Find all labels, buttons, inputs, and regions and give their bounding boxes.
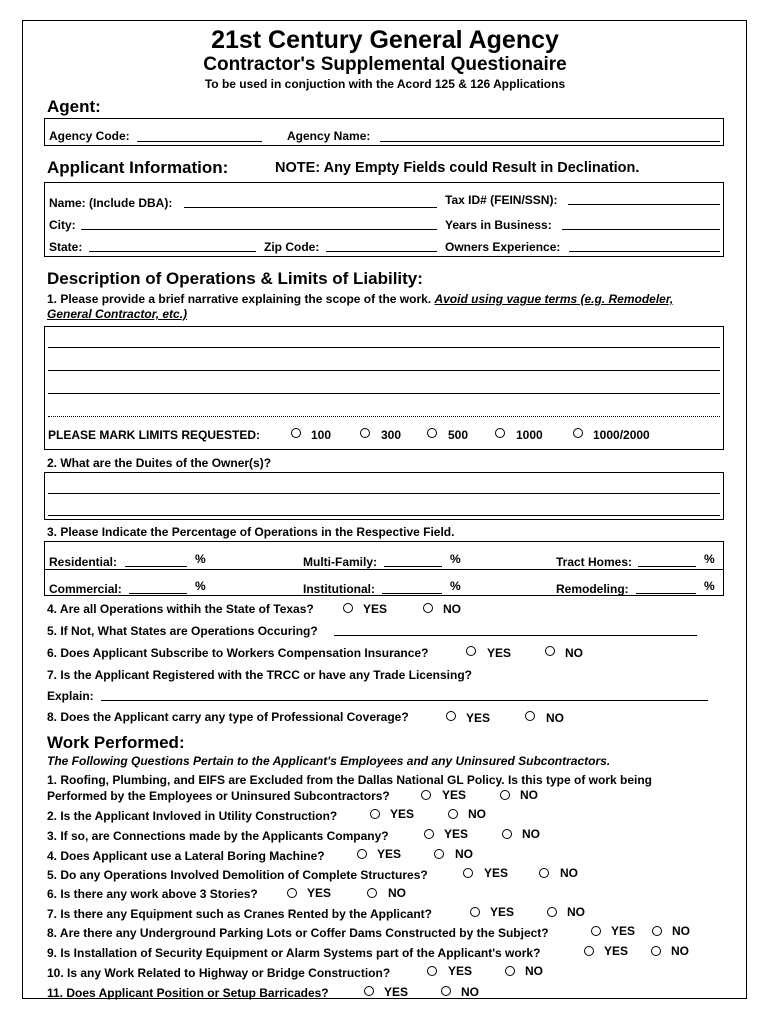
agency-code-label: Agency Code: bbox=[49, 129, 130, 143]
limit-1000-2000-label: 1000/2000 bbox=[593, 428, 650, 442]
tax-id-label: Tax ID# (FEIN/SSN): bbox=[445, 193, 558, 207]
tract-homes-label: Tract Homes: bbox=[556, 555, 633, 569]
w10-no-label: NO bbox=[525, 964, 543, 978]
w11-no-label: NO bbox=[461, 985, 479, 999]
w6-yes-label: YES bbox=[307, 886, 332, 900]
q6-yes-radio[interactable] bbox=[466, 646, 476, 656]
owners-experience-label: Owners Experience: bbox=[445, 240, 561, 254]
remodeling-input[interactable] bbox=[636, 582, 696, 594]
narrative-line[interactable] bbox=[48, 347, 720, 348]
operations-q8: 8. Does the Applicant carry any type of Professional Coverage? bbox=[47, 710, 409, 724]
work-q8: 8. Are there any Underground Parking Lots or Coffer Dams Constructed by the Subject? bbox=[47, 926, 549, 940]
w7-yes-radio[interactable] bbox=[470, 907, 480, 917]
w1-no-radio[interactable] bbox=[500, 790, 510, 800]
work-q10: 10. Is any Work Related to Highway or Bridge Construction? bbox=[47, 966, 391, 980]
limits-label: PLEASE MARK LIMITS REQUESTED: bbox=[48, 428, 261, 442]
w11-no-radio[interactable] bbox=[441, 986, 451, 996]
q8-no-radio[interactable] bbox=[525, 711, 535, 721]
commercial-input[interactable] bbox=[129, 582, 187, 594]
w11-yes-radio[interactable] bbox=[364, 986, 374, 996]
narrative-line[interactable] bbox=[48, 416, 720, 417]
q8-yes-label: YES bbox=[466, 711, 491, 725]
w1-no-label: NO bbox=[520, 788, 538, 802]
w10-yes-label: YES bbox=[448, 964, 473, 978]
w3-no-radio[interactable] bbox=[502, 829, 512, 839]
operations-q1-emphasis: Avoid using vague terms (e.g. Remodeler, bbox=[434, 292, 674, 306]
agency-name-input[interactable] bbox=[380, 130, 720, 142]
w1-yes-radio[interactable] bbox=[421, 790, 431, 800]
remodeling-label: Remodeling: bbox=[556, 582, 629, 596]
work-heading: Work Performed: bbox=[47, 733, 185, 752]
remodeling-pct: % bbox=[704, 579, 715, 593]
w2-no-label: NO bbox=[468, 807, 486, 821]
operations-q1-emphasis-cont: General Contractor, etc.) bbox=[47, 307, 188, 321]
w8-yes-label: YES bbox=[611, 924, 636, 938]
explain-label: Explain: bbox=[47, 689, 94, 703]
agent-heading: Agent: bbox=[47, 97, 101, 116]
institutional-input[interactable] bbox=[382, 582, 442, 594]
w9-yes-label: YES bbox=[604, 944, 629, 958]
limit-500-radio[interactable] bbox=[427, 428, 437, 438]
w4-yes-radio[interactable] bbox=[357, 849, 367, 859]
form-subtitle: Contractor's Supplemental Questionaire bbox=[203, 54, 567, 75]
city-label: City: bbox=[49, 218, 76, 232]
w9-no-radio[interactable] bbox=[651, 946, 661, 956]
commercial-label: Commercial: bbox=[49, 582, 122, 596]
applicant-heading: Applicant Information: bbox=[47, 158, 229, 177]
w10-no-radio[interactable] bbox=[505, 966, 515, 976]
w7-no-radio[interactable] bbox=[547, 907, 557, 917]
tax-id-input[interactable] bbox=[568, 193, 720, 205]
w6-no-radio[interactable] bbox=[367, 888, 377, 898]
limit-300-label: 300 bbox=[381, 428, 402, 442]
owner-duties-box bbox=[44, 472, 724, 520]
work-q9: 9. Is Installation of Security Equipment or Alarm Systems part of the Applicant's work? bbox=[47, 946, 541, 960]
w7-no-label: NO bbox=[567, 905, 585, 919]
institutional-pct: % bbox=[450, 579, 461, 593]
percentage-divider bbox=[44, 569, 724, 570]
limit-1000-radio[interactable] bbox=[495, 428, 505, 438]
operations-heading: Description of Operations & Limits of Liability: bbox=[47, 269, 423, 288]
w9-no-label: NO bbox=[671, 944, 689, 958]
name-input[interactable] bbox=[184, 196, 437, 208]
q4-yes-label: YES bbox=[363, 602, 388, 616]
other-states-input[interactable] bbox=[334, 624, 697, 636]
w2-yes-label: YES bbox=[390, 807, 415, 821]
multi-family-label: Multi-Family: bbox=[303, 555, 377, 569]
institutional-label: Institutional: bbox=[303, 582, 375, 596]
w6-no-label: NO bbox=[388, 886, 406, 900]
operations-q6: 6. Does Applicant Subscribe to Workers Compensation Insurance? bbox=[47, 646, 429, 660]
residential-input[interactable] bbox=[125, 555, 187, 567]
form-title: 21st Century General Agency bbox=[211, 26, 559, 54]
name-label: Name: (Include DBA): bbox=[49, 196, 173, 210]
work-q11: 11. Does Applicant Position or Setup Barricades? bbox=[47, 986, 329, 1000]
owner-duties-line[interactable] bbox=[48, 493, 720, 494]
limit-500-label: 500 bbox=[448, 428, 469, 442]
work-q1: 1. Roofing, Plumbing, and EIFS are Excluded from the Dallas National GL Policy. Is this type of work being bbox=[47, 773, 652, 787]
multi-family-input[interactable] bbox=[384, 555, 442, 567]
w8-yes-radio[interactable] bbox=[591, 926, 601, 936]
narrative-line[interactable] bbox=[48, 370, 720, 371]
agency-name-label: Agency Name: bbox=[287, 129, 371, 143]
tract-homes-pct: % bbox=[704, 552, 715, 566]
operations-q1 bbox=[47, 292, 673, 306]
w11-yes-label: YES bbox=[384, 985, 409, 999]
w5-yes-label: YES bbox=[484, 866, 509, 880]
operations-q3: 3. Please Indicate the Percentage of Operations in the Respective Field. bbox=[47, 525, 455, 539]
applicant-note: NOTE: Any Empty Fields could Result in Declination. bbox=[275, 160, 640, 176]
w4-yes-label: YES bbox=[377, 847, 402, 861]
operations-q2: 2. What are the Duites of the Owner(s)? bbox=[47, 456, 272, 470]
work-q1-cont: Performed by the Employees or Uninsured Subcontractors? bbox=[47, 789, 390, 803]
q4-no-label: NO bbox=[443, 602, 461, 616]
w5-no-radio[interactable] bbox=[539, 868, 549, 878]
w5-yes-radio[interactable] bbox=[463, 868, 473, 878]
state-input[interactable] bbox=[89, 240, 256, 252]
limit-1000-label: 1000 bbox=[516, 428, 543, 442]
operations-q1-text: 1. Please provide a brief narrative explaining the scope of the work. bbox=[47, 292, 435, 306]
city-input[interactable] bbox=[81, 218, 437, 230]
work-q6: 6. Is there any work above 3 Stories? bbox=[47, 887, 258, 901]
owners-experience-input[interactable] bbox=[569, 240, 720, 252]
q6-yes-label: YES bbox=[487, 646, 512, 660]
work-q7: 7. Is there any Equipment such as Cranes Rented by the Applicant? bbox=[47, 907, 432, 921]
narrative-line[interactable] bbox=[48, 393, 720, 394]
w10-yes-radio[interactable] bbox=[427, 966, 437, 976]
q8-yes-radio[interactable] bbox=[446, 711, 456, 721]
w3-yes-radio[interactable] bbox=[424, 829, 434, 839]
tract-homes-input[interactable] bbox=[638, 555, 696, 567]
zip-code-label: Zip Code: bbox=[264, 240, 320, 254]
years-in-business-label: Years in Business: bbox=[445, 218, 552, 232]
w7-yes-label: YES bbox=[490, 905, 515, 919]
limit-300-radio[interactable] bbox=[360, 428, 370, 438]
q6-no-radio[interactable] bbox=[545, 646, 555, 656]
multi-family-pct: % bbox=[450, 552, 461, 566]
agency-code-input[interactable] bbox=[137, 130, 262, 142]
q8-no-label: NO bbox=[546, 711, 564, 725]
years-in-business-input[interactable] bbox=[562, 218, 720, 230]
w8-no-label: NO bbox=[672, 924, 690, 938]
residential-pct: % bbox=[195, 552, 206, 566]
limit-100-label: 100 bbox=[311, 428, 332, 442]
w3-yes-label: YES bbox=[444, 827, 469, 841]
operations-q7: 7. Is the Applicant Registered with the TRCC or have any Trade Licensing? bbox=[47, 668, 472, 682]
w1-yes-label: YES bbox=[442, 788, 467, 802]
work-q4: 4. Does Applicant use a Lateral Boring Machine? bbox=[47, 849, 325, 863]
q4-yes-radio[interactable] bbox=[343, 603, 353, 613]
w3-no-label: NO bbox=[522, 827, 540, 841]
limit-100-radio[interactable] bbox=[291, 428, 301, 438]
w5-no-label: NO bbox=[560, 866, 578, 880]
w4-no-radio[interactable] bbox=[434, 849, 444, 859]
w9-yes-radio[interactable] bbox=[584, 946, 594, 956]
limit-1000-2000-radio[interactable] bbox=[573, 428, 583, 438]
w2-no-radio[interactable] bbox=[448, 809, 458, 819]
operations-q5: 5. If Not, What States are Operations Occuring? bbox=[47, 624, 318, 638]
operations-q4: 4. Are all Operations withih the State of Texas? bbox=[47, 602, 314, 616]
w6-yes-radio[interactable] bbox=[287, 888, 297, 898]
owner-duties-line[interactable] bbox=[48, 515, 720, 516]
w8-no-radio[interactable] bbox=[652, 926, 662, 936]
state-label: State: bbox=[49, 240, 83, 254]
explain-input[interactable] bbox=[101, 689, 708, 701]
work-q2: 2. Is the Applicant Invloved in Utility Construction? bbox=[47, 809, 338, 823]
w4-no-label: NO bbox=[455, 847, 473, 861]
w2-yes-radio[interactable] bbox=[370, 809, 380, 819]
form-usage-note: To be used in conjuction with the Acord 125 & 126 Applications bbox=[204, 77, 566, 91]
commercial-pct: % bbox=[195, 579, 206, 593]
work-q5: 5. Do any Operations Involved Demolition of Complete Structures? bbox=[47, 868, 428, 882]
zip-code-input[interactable] bbox=[326, 240, 437, 252]
work-subheading: The Following Questions Pertain to the Applicant's Employees and any Uninsured Subcontractors. bbox=[47, 754, 611, 768]
residential-label: Residential: bbox=[49, 555, 118, 569]
q6-no-label: NO bbox=[565, 646, 583, 660]
work-q3: 3. If so, are Connections made by the Applicants Company? bbox=[47, 829, 389, 843]
q4-no-radio[interactable] bbox=[423, 603, 433, 613]
